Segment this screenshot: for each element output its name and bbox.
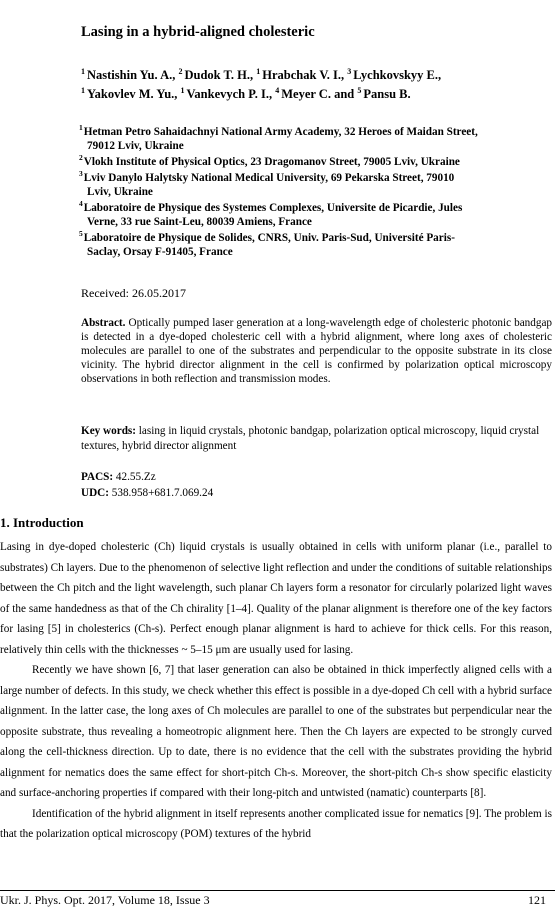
received-date: Received: 26.05.2017 <box>81 286 186 300</box>
pacs-line: PACS: 42.55.Zz <box>81 471 156 483</box>
abstract-text: Optically pumped laser generation at a long-wavelength edge of cholesteric photonic bandgap is detected in a dye-doped cholesteric cell with a hybrid alignment, where long axes of cholesteric molecules are parallel to one of the substrates and perpendicular to the opposite substrate in its close vicinity. The hybrid director alignment in the cell is confirmed by polarization optical microscopy observations in both reflection and transmission modes. <box>81 317 553 385</box>
classification-codes <box>81 469 213 501</box>
author-sup: 5 <box>357 85 362 95</box>
affiliation-item: $^4$Laboratoire de Physique des Systemes Complexes, Universite de Picardie, Jules Verne, 33 rue Saint-Leu, 80039 Amiens, France <box>79 199 463 228</box>
abstract-label: Abstract. <box>81 317 126 329</box>
author-sup: 2 <box>178 66 183 76</box>
udc-line: UDC: 538.958+681.7.069.24 <box>81 487 214 499</box>
affiliation-item: $^3$Lviv Danylo Halytsky National Medical University, 69 Pekarska Street, 79010 Lviv, Ukraine <box>79 169 455 198</box>
affiliation-item: $^5$Laboratoire de Physique de Solides, CNRS, Univ. Paris-Sud, Université Paris- Saclay, Orsay F-91405, France <box>79 229 455 258</box>
author-name: Dudok T. H., <box>184 68 254 82</box>
author-name: Pansu B. <box>363 87 411 101</box>
author-line-2 <box>81 85 521 104</box>
paragraph: Identification of the hybrid alignment in itself represents another complicated issue for nematics [9]. The problem is that the polarization optical microscopy (POM) textures of the hybrid <box>0 807 552 840</box>
paragraph: Lasing in dye-doped cholesteric (Ch) liquid crystals is usually obtained in cells with uniform planar (i.e., parallel to substrates) Ch layers. Due to the phenomenon of selective light reflection and under the conditions of suitable relationships between the Ch pitch and the light wavelength, such planar Ch layers form a resonator for circularly polarized light waves of the same handedness as that of the Ch chirality [1–4]. Quality of the planar alignment is therefore one of the key factors for lasing [5] in cholesterics (Ch-s). Perfect enough planar alignment is hard to achieve for thick cells. For this reason, relatively thin cells with the thicknesses ~ 5–15 μm are usually used for lasing. <box>0 541 552 656</box>
author-sup: 3 <box>347 66 352 76</box>
affiliation-item: $^2$Vlokh Institute of Physical Optics, 23 Dragomanov Street, 79005 Lviv, Ukraine <box>79 153 460 168</box>
keywords <box>81 424 552 453</box>
author-name: Lychkovskyy E., <box>353 68 442 82</box>
body-text <box>0 537 552 845</box>
footer-rule <box>0 890 555 891</box>
author-name: Hrabchak V. I., <box>262 68 345 82</box>
section-heading: 1. Introduction <box>0 515 84 530</box>
author-sup: 1 <box>180 85 185 95</box>
author-name: Meyer C. and <box>281 87 355 101</box>
paragraph: Recently we have shown [6, 7] that laser generation can also be obtained in thick imperfectly aligned cells with a large number of defects. In this study, we check whether this effect is possible in a dye-doped Ch cell with a hybrid surface alignment. In the latter case, the long axes of Ch molecules are parallel to one of the substrates but perpendicular near the opposite substrate, thus revealing a homeotropic alignment here. Then the Ch layers are expected to be strongly curved along the cell-thickness direction. Up to date, there is no evidence that the cell with the substrates providing the hybrid alignment for nematics does the same effect for short-pitch Ch-s. Moreover, the short-pitch Ch-s show specific elasticity and surface-anchoring properties if compared with their long-pitch and untwisted (namatic) counterparts [8]. <box>0 664 552 799</box>
author-line-1 <box>81 66 521 85</box>
author-name: Nastishin Yu. A., <box>87 68 176 82</box>
journal-citation: Ukr. J. Phys. Opt. 2017, Volume 18, Issue 3 <box>0 893 210 907</box>
author-list <box>81 66 521 104</box>
author-sup: 1 <box>256 66 261 76</box>
affiliation-list <box>79 125 553 261</box>
abstract <box>81 316 552 386</box>
author-name: Vankevych P. I., <box>186 87 273 101</box>
page-footer <box>0 893 552 908</box>
author-sup: 4 <box>275 85 280 95</box>
page-number: 121 <box>528 893 546 907</box>
author-sup: 1 <box>81 85 85 95</box>
author-sup: 1 <box>81 66 85 76</box>
paper-title: Lasing in a hybrid-aligned cholesteric <box>81 24 315 40</box>
keywords-label: Key words: <box>81 425 136 437</box>
author-name: Yakovlev M. Yu., <box>87 87 178 101</box>
affiliation-item: $^1$Hetman Petro Sahaidachnyi National Army Academy, 32 Heroes of Maidan Street, 79012 Lviv, Ukraine <box>79 123 478 152</box>
keywords-text: lasing in liquid crystals, photonic bandgap, polarization optical microscopy, liquid crystal textures, hybrid director alignment <box>81 425 540 452</box>
